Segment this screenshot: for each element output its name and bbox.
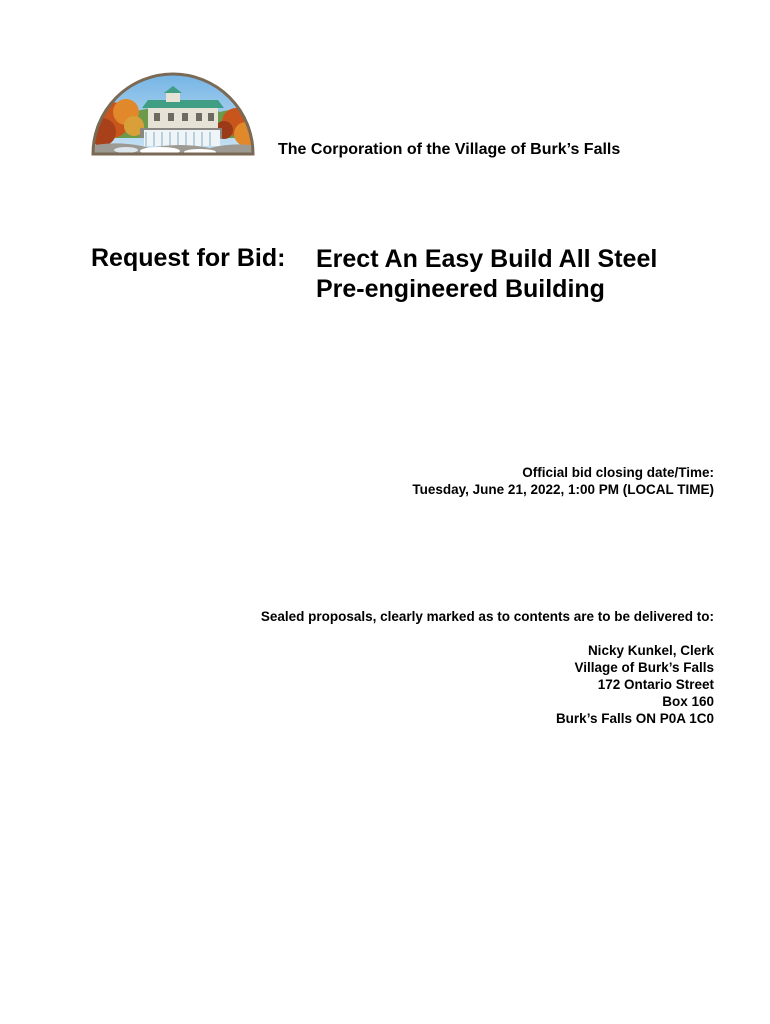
address-line: Burk’s Falls ON P0A 1C0 [555, 711, 714, 726]
request-title [316, 244, 657, 304]
village-crest-waterfall-icon [90, 68, 256, 158]
organization-name: The Corporation of the Village of Burk’s Falls [278, 141, 621, 158]
closing-heading: Official bid closing date/Time: [522, 465, 714, 480]
request-label: Request for Bid: [91, 244, 286, 272]
address-line: Village of Burk’s Falls [574, 660, 714, 675]
address-line: Box 160 [662, 694, 714, 709]
delivery-note: Sealed proposals, clearly marked as to contents are to be delivered to: [260, 609, 714, 624]
village-crest-logo [90, 68, 256, 158]
address-line: 172 Ontario Street [597, 677, 714, 692]
address-line: Nicky Kunkel, Clerk [587, 643, 714, 658]
request-title-line: Erect An Easy Build All Steel [316, 245, 658, 273]
closing-datetime: Tuesday, June 21, 2022, 1:00 PM (LOCAL TIME) [412, 482, 714, 497]
request-title-line: Pre-engineered Building [316, 275, 605, 303]
delivery-address [556, 642, 714, 727]
closing-block [412, 464, 714, 498]
